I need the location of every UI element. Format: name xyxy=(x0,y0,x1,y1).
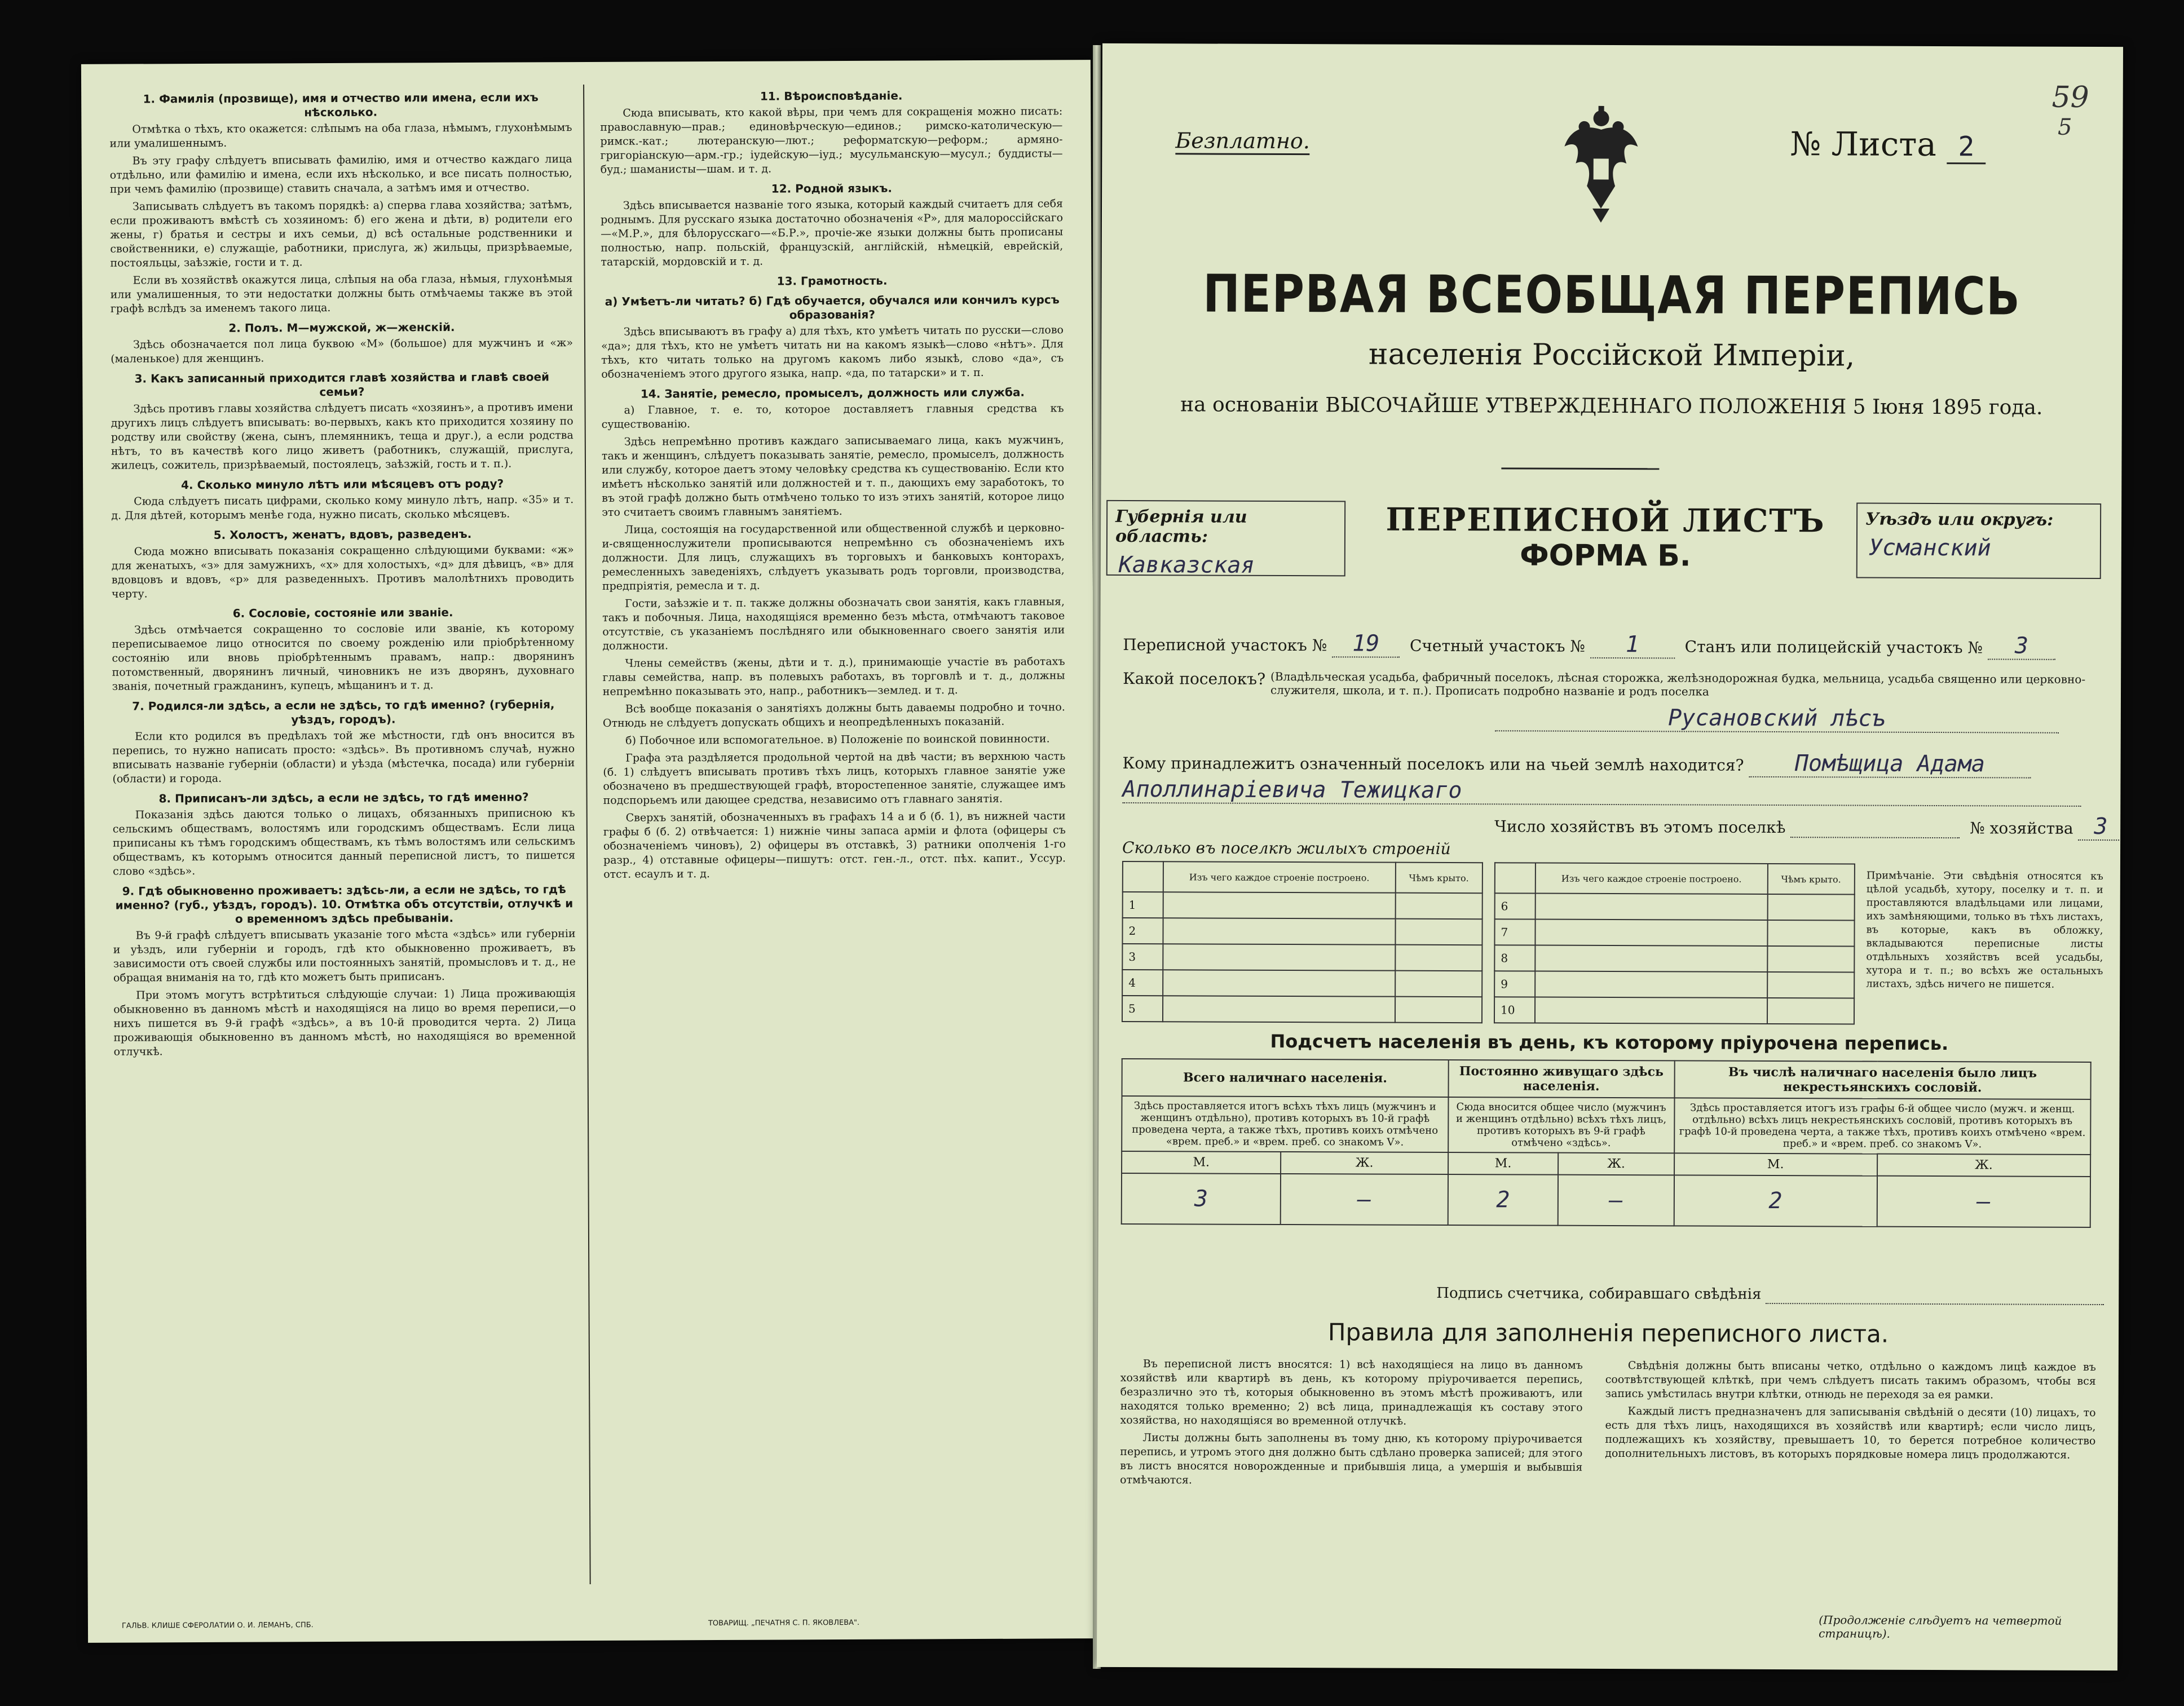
sheet-number-value: 2 xyxy=(1947,131,1986,164)
province-label: Губернія или область: xyxy=(1115,506,1247,547)
m-label: М. xyxy=(1122,1151,1281,1174)
buildings-row xyxy=(1122,838,1451,858)
district-box xyxy=(1856,503,2101,580)
settlement-hint: (Владѣльческая усадьба, фабричный поселокъ, лѣсная сторожка, желѣзнодорожная будка, мельница, усадьба священно или церковно-служителя, школа, и т. п.). Прописать подробно названіе и родъ поселка xyxy=(1270,669,2086,699)
divider xyxy=(1501,467,1659,470)
paragraph: Здѣсь вписываютъ въ графу а) для тѣхъ, кто умѣетъ читать по русски—слово «да»; для тѣхъ, кто не умѣетъ читать ни на какомъ языкѣ—слово «нѣтъ». Для тѣхъ, кто читать только на другомъ какомъ либо языкѣ, слово «да», съ обозначеніемъ этого другого языка, напр. «да, по татарски» и т. п. xyxy=(601,324,1064,381)
buildings-label: Сколько въ поселкѣ жилыхъ строеній xyxy=(1122,838,1451,859)
archive-page-number-2: 5 xyxy=(2057,114,2072,140)
households-row xyxy=(1494,811,2123,841)
section-heading: 2. Полъ. М—мужской, ж—женскій. xyxy=(228,320,455,335)
paragraph: б) Побочное или вспомогательное. в) Положеніе по воинской повинности. xyxy=(625,732,1050,747)
paragraph: Здѣсь отмѣчается сокращенно то сословіе или званіе, къ которому переписываемое лицо относится по своему рожденію или пріобрѣтенному состоянію или вновь пріобрѣтеннымъ правамъ, напр.: дворянинъ потомственный, дворянинъ личный, чиновникъ не изъ дворянъ, духовнаго званія, почетный гражданинъ, купецъ, мѣщанинъ и т. д. xyxy=(112,622,575,693)
census-district-value: 19 xyxy=(1332,630,1400,657)
paragraph: Если кто родился въ предѣлахъ той же мѣстности, гдѣ онъ вносится въ перепись, то нужно написать просто: «здѣсь». Въ противномъ случаѣ, нужно вписывать названіе губерніи (области) и уѣзда (мѣстечка, посада) или губерніи (области) и города. xyxy=(112,728,575,785)
double-headed-eagle-icon xyxy=(1553,101,1649,226)
building-row-number: 8 xyxy=(1494,945,1535,971)
paragraph: Сюда вписывать, кто какой вѣры, при чемъ для сокращенія можно писать: православную—прав.; единовѣрческую—единов.; римско-католическую—римск.-кат.; лютеранскую—лют.; реформатскую—реформ.; армяно-григоріанскую—арм.-гр.; іудейскую—іуд.; мусульманскую—мусул.; буддисты—буд.; шаманисты—шам. и т. д. xyxy=(600,105,1063,176)
section-heading: а) Умѣетъ-ли читать? б) Гдѣ обучается, обучался или кончилъ курсъ образованія? xyxy=(605,293,1060,322)
instructions-column-2 xyxy=(600,82,1066,885)
f-label: Ж. xyxy=(1558,1153,1674,1175)
bldg-header-roof: Чѣмъ крыто. xyxy=(1395,863,1483,894)
archive-page-number: 59 xyxy=(2051,80,2089,114)
bldg-header-roof: Чѣмъ крыто. xyxy=(1767,864,1855,895)
participant-row xyxy=(1123,630,2055,660)
f-label: Ж. xyxy=(1281,1152,1448,1174)
rule-paragraph: Листы должны быть заполнены въ тому дню, къ которому пріурочивается перепись, и утромъ этого дня должно быть сдѣлано проверка записей; для этого въ листъ вносятся новорожденные и прибывшія лица, а умершія и выбывшія отмѣчаются. xyxy=(1120,1431,1583,1487)
count-col-total-text: Здѣсь проставляется итогъ всѣхъ тѣхъ лицъ (мужчинъ и женщинъ отдѣльно), противъ которыхъ въ 10-й графѣ проведена черта, а также тѣхъ, противъ коихъ отмѣчено «врем. преб.» и «врем. преб. со знакомъ V». xyxy=(1122,1096,1448,1152)
owner-value-2: Аполлинаріевича Тежицкаго xyxy=(1122,776,2081,807)
section-heading: 7. Родился-ли здѣсь, а если не здѣсь, то гдѣ именно? (губернія, уѣздъ, городъ). xyxy=(132,697,555,727)
instructions-column-1 xyxy=(109,85,576,1063)
owner-value-1: Помѣщица Адама xyxy=(1749,750,2031,779)
district-label: Уѣздъ или округъ: xyxy=(1865,509,2054,530)
nonpeasant-male: 2 xyxy=(1674,1175,1877,1226)
count-district-label: Счетный участокъ № xyxy=(1409,636,1586,656)
section-heading: 6. Сословіе, состояніе или званіе. xyxy=(232,606,453,620)
count-col-nonpeasant-text: Здѣсь проставляется итогъ изъ графы 6-й общее число (мужч. и женщ. отдѣльно) всѣхъ лицъ некрестьянскихъ сословій, противъ которыхъ въ графѣ 10-й проведена черта, а также тѣхъ, противъ коихъ отмѣчено «врем. преб.» и «врем. преб. со знакомъ V». xyxy=(1674,1098,2091,1155)
rule-paragraph: Каждый листъ предназначенъ для записыванія свѣдѣній о десяти (10) лицахъ, то есть для тѣхъ лицъ, находящихся въ хозяйствѣ или квартирѣ; если число лицъ, подлежащихъ къ хозяйству, превышаетъ 10, то берется потребное количество дополнительныхъ листовъ, въ которыхъ порядковые номера лицъ продолжаются. xyxy=(1605,1405,2096,1461)
paragraph: Здѣсь вписывается названіе того языка, который каждый считаетъ для себя роднымъ. Для русскаго языка достаточно обозначенія «Р», для малороссійскаго—«М.Р.», для бѣлорусскаго—«Б.Р.», прочіе-же языки должны быть прописаны полностью, напр. польскій, французскій, англійскій, нѣмецкій, еврейскій, татарскій, мордовскій и т. д. xyxy=(601,197,1064,268)
count-col-permanent-title: Постоянно живущаго здѣсь населенія. xyxy=(1448,1060,1674,1098)
stan-label: Станъ или полицейскій участокъ № xyxy=(1684,637,1983,657)
paragraph: Здѣсь непремѣнно противъ каждаго записываемаго лица, какъ мужчинъ, такъ и женщинъ, слѣдуетъ показывать занятіе, ремесло, промыселъ, должность или службу, которое даетъ этому человѣку средства къ существованію. Если кто имѣетъ нѣсколько занятій или должностей и т. п., дающихъ ему заработокъ, то въ этой графѣ должно быть отмѣчено только то изъ этихъ занятій, которое лицо это считаетъ своимъ главнымъ занятіемъ. xyxy=(601,434,1065,519)
paragraph: Если въ хозяйствѣ окажутся лица, слѣпыя на оба глаза, нѣмыя, глухонѣмыя или умалишенныя, то эти недостатки должны быть отмѣчаемы также въ этой графѣ вслѣдъ за именемъ такого лица. xyxy=(110,272,573,315)
sheet-number-label: № Листа xyxy=(1790,125,1937,164)
section-heading: 8. Приписанъ-ли здѣсь, а если не здѣсь, то гдѣ именно? xyxy=(158,790,529,806)
household-number-value: 3 xyxy=(2078,814,2123,841)
form-title-box xyxy=(1360,501,1851,598)
bldg-header-material: Изъ чего каждое строеніе построено. xyxy=(1163,861,1396,892)
section-heading: 5. Холостъ, женатъ, вдовъ, разведенъ. xyxy=(213,527,472,542)
paragraph: Сверхъ занятій, обозначенныхъ въ графахъ 14 а и б (б. 1), въ нижней части графы б (б. 2) отвѣчается: 1) нижніе чины запаса арміи и флота (офицеры съ обозначеніемъ чиновъ), 2) офицеры въ отставкѣ, 3) ратники ополченія 1-го разр., 4) отставные офицеры—пишутъ: отст. ген.-л., отст. пѣх. капит., Уссур. отст. есаулъ и т. д. xyxy=(603,810,1066,881)
province-value: Кавказская xyxy=(1118,551,1255,578)
building-row-number: 4 xyxy=(1122,970,1163,996)
building-row xyxy=(1122,970,1482,997)
district-value: Усманский xyxy=(1868,534,1991,562)
paragraph: Показанія здѣсь даются только о лицахъ, обязанныхъ приписною къ сельскимъ обществамъ, волостямъ или городскимъ обществамъ. Если лица приписаны къ тѣмъ городскимъ обществамъ, къ тѣмъ волостямъ или сельскимъ обществамъ, къ которымъ относится данный переписной листъ, то пишется слово «здѣсь». xyxy=(112,807,576,878)
settlement-label: Какой поселокъ? xyxy=(1123,669,1266,688)
rules-title: Правила для заполненія переписного листа. xyxy=(1327,1318,1889,1348)
section-heading: 12. Родной языкъ. xyxy=(771,181,893,196)
paragraph: Всѣ вообще показанія о занятіяхъ должны быть даваемы подробно и точно. Отнюдь не слѣдуетъ допускать общихъ и неопредѣленныхъ показаній. xyxy=(602,701,1065,730)
building-row xyxy=(1123,892,1483,919)
printer-note-left: ГАЛЬВ. КЛИШЕ СФЕРОЛАТИИ О. И. ЛЕМАНЪ, СПБ. xyxy=(121,1621,314,1630)
total-male: 3 xyxy=(1122,1173,1281,1225)
population-count-table xyxy=(1121,1058,2092,1228)
paragraph: Въ 9-й графѣ слѣдуетъ вписывать указаніе того мѣста «здѣсь» или губерніи и уѣздъ, или губерніи и городъ, гдѣ кто обыкновенно проживаетъ, въ зависимости отъ своей службы или постоянныхъ занятій, промысловъ и т. д., не обращая вниманія на то, гдѣ кто можетъ быть приписанъ. xyxy=(113,927,576,984)
section-heading: 14. Занятіе, ремесло, промыселъ, должность или служба. xyxy=(640,385,1025,401)
continued-note: (Продолженіе слѣдуетъ на четвертой страницѣ). xyxy=(1819,1613,2062,1641)
section-heading: 4. Сколько минуло лѣтъ или мѣсяцевъ отъ роду? xyxy=(181,476,504,492)
rule-paragraph: Въ переписной листъ вносятся: 1) всѣ находящіеся на лицо въ данномъ хозяйствѣ или квартирѣ въ день, къ которому пріурочивается перепись, безразлично это тѣ, которыя обыкновенно въ этомъ мѣстѣ проживаютъ, или находятся только временно; 2) всѣ лица, принадлежащія къ составу этого хозяйства, но находящіяся во временной отлучкѣ. xyxy=(1120,1358,1583,1427)
permanent-female: — xyxy=(1558,1175,1674,1226)
paragraph: Здѣсь обозначается пол лица буквою «М» (большое) для мужчинъ и «ж» (маленькое) для женщинъ. xyxy=(111,337,573,365)
section-heading: 13. Грамотность. xyxy=(776,273,888,288)
building-row xyxy=(1122,918,1482,945)
buildings-table-right xyxy=(1494,862,1855,1024)
building-row-number: 1 xyxy=(1123,892,1163,918)
owner-label: Кому принадлежитъ означенный поселокъ или на чьей землѣ находится? xyxy=(1122,753,1744,775)
owner-row xyxy=(1123,748,2031,779)
building-row-number: 10 xyxy=(1494,997,1535,1023)
rules-column-2 xyxy=(1605,1359,2096,1466)
owner-row-2 xyxy=(1122,776,2081,807)
paragraph: При этомъ могутъ встрѣтиться слѣдующіе случаи: 1) Лица проживающія обыкновенно въ данномъ мѣстѣ и находящіяся на лицо во время переписи,—о нихъ пишется въ 9-й графѣ «здѣсь», а въ 10-й проводится черта. 2) Лица проживающія обыкновенно въ данномъ мѣстѣ, но находящіяся во временной отлучкѣ. xyxy=(113,987,576,1058)
building-row-number: 7 xyxy=(1494,919,1535,945)
bldg-header-material: Изъ чего каждое строеніе построено. xyxy=(1536,863,1768,894)
m-label: М. xyxy=(1448,1152,1559,1175)
rule-paragraph: Свѣдѣнія должны быть вписаны четко, отдѣльно о каждомъ лицѣ каждое въ соотвѣтствующей клѣткѣ, при чемъ слѣдуетъ писать такимъ образомъ, чтобы вся запись умѣстилась внутри клѣтки, отнюдь не переходя за ея рамки. xyxy=(1605,1359,2096,1402)
household-number-label: № хозяйства xyxy=(1970,819,2073,838)
left-page xyxy=(81,60,1097,1643)
section-heading: 3. Какъ записанный приходится главѣ хозяйства и главѣ своей семьи? xyxy=(134,370,550,399)
paragraph: Гости, заѣзжіе и т. п. также должны обозначать свои занятія, какъ главныя, такъ и побочныя. Лица, находящіяся временно безъ мѣста, отмѣчаютъ таковое отсутствіе, съ указаніемъ послѣдняго или обыкновеннаго своего занятія или должности. xyxy=(602,595,1065,652)
census-subtitle: населенія Россійской Имперіи, xyxy=(1368,337,1855,373)
province-box xyxy=(1106,500,1345,576)
building-row xyxy=(1122,944,1482,971)
permanent-male: 2 xyxy=(1448,1174,1558,1226)
building-row xyxy=(1494,971,1854,998)
paragraph: Лица, состоящія на государственной или общественной службѣ и церковно-и-священнослужители прописываются непремѣнно съ обозначеніемъ ихъ должности. Для лицъ, служащихъ въ торговыхъ и банковыхъ конторахъ, ремесленныхъ заведеніяхъ, слѣдуетъ указывать родъ торговли, производства, предпріятія, ремесла и т. д. xyxy=(602,521,1065,593)
form-title: ПЕРЕПИСНОЙ ЛИСТЪ xyxy=(1386,501,1825,540)
section-heading: 9. Гдѣ обыкновенно проживаетъ: здѣсь-ли, а если не здѣсь, то гдѣ именно? (губ., уѣздъ, городъ). 10. Отмѣтка объ отсутствіи, отлучкѣ и о временномъ здѣсь пребываніи. xyxy=(115,882,573,926)
census-district-label: Переписной участокъ № xyxy=(1123,635,1327,655)
building-row-number: 9 xyxy=(1494,971,1535,997)
right-page xyxy=(1097,43,2123,1670)
building-row-number: 3 xyxy=(1122,944,1163,970)
section-heading: 11. Вѣроисповѣданіе. xyxy=(760,89,903,103)
count-district-value: 1 xyxy=(1590,631,1675,659)
paragraph: а) Главное, т. е. то, которое доставляетъ главныя средства къ существованію. xyxy=(601,402,1064,431)
count-col-total-title: Всего наличнаго населенія. xyxy=(1122,1059,1449,1097)
building-row xyxy=(1494,945,1854,972)
enumerator-signature-line xyxy=(1436,1285,2104,1305)
paragraph: Графа эта раздѣляется продольной чертой на двѣ части; въ верхнюю часть (б. 1) слѣдуетъ вписывать противъ тѣхъ лицъ, которыхъ главное занятіе уже обозначено въ предшествующей графѣ, второстепенное занятіе, служащее имъ подспорьемъ или дающее средства, независимо отъ главнаго занятія. xyxy=(603,750,1066,807)
paragraph: Здѣсь противъ главы хозяйства слѣдуетъ писать «хозяинъ», а противъ имени другихъ лицъ слѣдуетъ вписывать: во-первыхъ, какъ кто приходится хозяину по родству или свойству (жена, сынъ, племянникъ, теща и друг.), а если родства нѣтъ, то въ качествѣ кого лицо живетъ (работникъ, служащій, прислуга, жилецъ, сожитель, призрѣваемый, постоялецъ, заѣзжій, гость и т. п.). xyxy=(111,401,573,472)
census-decree-line: на основаніи ВЫСОЧАЙШЕ УТВЕРЖДЕННАГО ПОЛОЖЕНІЯ 5 Іюня 1895 года. xyxy=(1180,393,2043,419)
total-female: — xyxy=(1281,1174,1448,1225)
paragraph: Члены семействъ (жены, дѣти и т. д.), принимающіе участіе въ работахъ главы семейства, напр. въ полевыхъ работахъ, въ торговлѣ и т. д., должны непремѣнно показывать это, напр., работникъ—землед. и т. д. xyxy=(602,655,1065,698)
stan-value: 3 xyxy=(1988,633,2055,660)
sheet-number xyxy=(1790,125,1986,163)
count-col-permanent-text: Сюда вносится общее число (мужчинъ и женщинъ отдѣльно) всѣхъ тѣхъ лицъ, противъ которыхъ въ 9-й графѣ отмѣчено «здѣсь». xyxy=(1448,1097,1674,1153)
paragraph: Въ эту графу слѣдуетъ вписывать фамилію, имя и отчество каждаго лица отдѣльно, или фамилію и имена, если ихъ нѣсколько, и все писать полностью, при чемъ фамилію (прозвище) ставить сначала, а затѣмъ имя и отчество. xyxy=(109,153,572,196)
signature-label: Подпись счетчика, собиравшаго свѣдѣнія xyxy=(1436,1284,1762,1303)
building-row-number: 5 xyxy=(1122,996,1163,1022)
settlement-value: Русановский лѣсъ xyxy=(1495,704,2059,733)
paragraph: Отмѣтка о тѣхъ, кто окажется: слѣпымъ на оба глаза, нѣмымъ, глухонѣмымъ или умалишеннымъ. xyxy=(109,121,572,150)
nonpeasant-female: — xyxy=(1877,1176,2090,1227)
free-label: Безплатно. xyxy=(1175,128,1310,155)
settlement-value-row xyxy=(1495,704,2059,733)
buildings-table-left xyxy=(1122,861,1483,1023)
census-title: ПЕРВАЯ ВСЕОБЩАЯ ПЕРЕПИСЬ xyxy=(1203,263,2021,327)
building-row xyxy=(1494,919,1854,946)
building-row xyxy=(1122,996,1482,1023)
buildings-note: Примѣчаніе. Эти свѣдѣнія относятся къ цѣлой усадьбѣ, хутору, поселку и т. п. и проставляются владѣльцами или лицами, ихъ замѣняющими, только въ тѣхъ листахъ, въ которые, какъ въ обложку, вкладываются переписные листы отдѣльныхъ хозяйствъ всей усадьбы, хутора и т. п.; во всѣхъ же остальныхъ листахъ, здѣсь ничего не пишется. xyxy=(1866,869,2103,991)
m-label: М. xyxy=(1674,1153,1877,1175)
building-row-number: 6 xyxy=(1495,893,1536,919)
rules-column-1 xyxy=(1120,1357,1583,1492)
households-label: Число хозяйствъ въ этомъ поселкѣ xyxy=(1494,817,1786,837)
column-divider xyxy=(583,85,591,1584)
building-row xyxy=(1494,997,1854,1024)
f-label: Ж. xyxy=(1877,1154,2090,1177)
paragraph: Сюда можно вписывать показанія сокращенно слѣдующими буквами: «ж» для женатыхъ, «з» для замужнихъ, «х» для холостыхъ, «д» для дѣвицъ, «в» для вдовцовъ и вдовъ, «р» для разведенныхъ. Противъ малолѣтнихъ проводить черту. xyxy=(111,543,574,600)
population-count-title: Подсчетъ населенія въ день, къ которому пріурочена перепись. xyxy=(1270,1030,1949,1055)
building-row xyxy=(1495,893,1855,920)
printer-note-right: ТОВАРИЩ. „ПЕЧАТНЯ С. П. ЯКОВЛЕВА". xyxy=(708,1618,860,1628)
building-row-number: 2 xyxy=(1122,918,1163,944)
paragraph: Сюда слѣдуетъ писать цифрами, сколько кому минуло лѣтъ, напр. «35» и т. д. Для дѣтей, которымъ менѣе года, нужно писать, сколько мѣсяцевъ. xyxy=(111,493,574,522)
section-heading: 1. Фамилія (прозвище), имя и отчество или имена, если ихъ нѣсколько. xyxy=(143,90,539,120)
form-subtitle: ФОРМА Б. xyxy=(1520,538,1691,573)
paragraph: Записывать слѣдуетъ въ такомъ порядкѣ: а) сперва глава хозяйства; затѣмъ, если проживаютъ вмѣстѣ съ хозяиномъ: б) его жена и дѣти, в) родители его жены, г) братья и сестры и ихъ семьи, д) всѣ остальные родственники и свойственники, е) служащіе, работники, прислуга, ж) жильцы, призрѣваемые, постояльцы, заѣзжіе, гости и т. д. xyxy=(110,198,573,269)
count-col-nonpeasant-title: Въ числѣ наличнаго населенія было лицъ некрестьянскихъ сословій. xyxy=(1674,1060,2091,1099)
settlement-row xyxy=(1123,669,2088,700)
